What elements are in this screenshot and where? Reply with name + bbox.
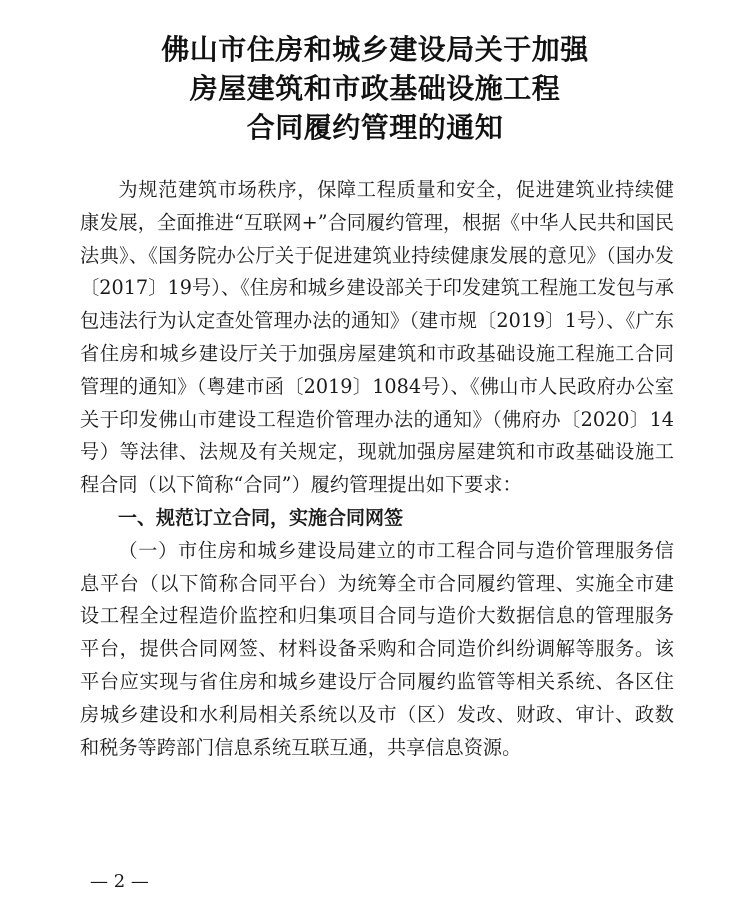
intro-paragraph: 为规范建筑市场秩序，保障工程质量和安全，促进建筑业持续健康发展，全面推进“互联网+”合同履约管理，根据《中华人民共和国民法典》、《国务院办公厅关于促进建筑业持续健康发展的意见》（国办发〔2017〕19号）、《住房和城乡建设部关于印发建筑工程施工发包与承包违法行为认定查处管理办法的通知》（建市规〔2019〕1号）、《广东省住房和城乡建设厅关于加强房屋建筑和市政基础设施工程施工合同管理的通知》（粤建市函〔2019〕1084号）、《佛山市人民政府办公室关于印发佛山市建设工程造价管理办法的通知》（佛府办〔2020〕14号）等法律、法规及有关规定，现就加强房屋建筑和市政基础设施工程合同（以下简称“合同”）履约管理提出如下要求：: [80, 178, 674, 497]
title-line-1: 佛山市住房和城乡建设局关于加强: [161, 33, 589, 66]
document-title: [0, 30, 750, 147]
section-heading: 一、规范订立合同，实施合同网签: [118, 506, 404, 529]
section-paragraph: （一）市住房和城乡建设局建立的市工程合同与造价管理服务信息平台（以下简称合同平台）为统筹全市合同履约管理、实施全市建设工程全过程造价监控和归集项目合同与造价大数据信息的管理服务平台，提供合同网签、材料设备采购和合同造价纠纷调解等服务。该平台应实现与省住房和城乡建设厅合同履约监管等相关系统、各区住房城乡建设和水利局相关系统以及市（区）发改、财政、审计、政数和税务等跨部门信息系统互联互通，共享信息资源。: [80, 538, 674, 759]
title-line-2: 房屋建筑和市政基础设施工程: [189, 72, 561, 105]
page-number: — 2 —: [90, 871, 149, 892]
document-body: [80, 174, 674, 764]
title-line-3: 合同履约管理的通知: [246, 111, 504, 144]
